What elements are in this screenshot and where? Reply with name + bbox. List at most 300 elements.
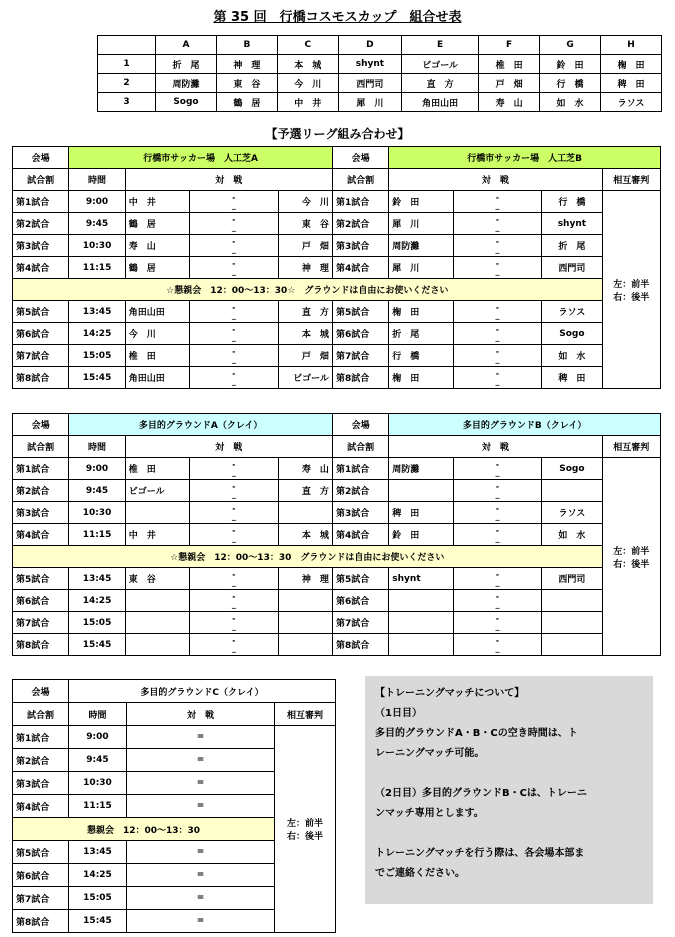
team-left: 椈 田 — [389, 301, 453, 323]
dash-bottom: _ — [495, 200, 500, 210]
group-header-h: H — [600, 36, 661, 55]
team-left: 折 尾 — [389, 323, 453, 345]
team-cell: 椈 田 — [600, 55, 661, 74]
team-left: 周防灘 — [389, 235, 453, 257]
group-row-number: 2 — [98, 74, 156, 93]
ref-note — [602, 191, 660, 389]
dash-top: - — [495, 569, 500, 579]
dash-bottom: _ — [495, 310, 500, 320]
vs-equals: = — [127, 910, 275, 933]
time-header: 時間 — [69, 436, 125, 458]
vs-dash — [453, 480, 542, 502]
dash-top: - — [495, 503, 500, 513]
team-left — [125, 634, 189, 656]
team-left: 鈴 田 — [389, 191, 453, 213]
mutual-ref-header: 相互審判 — [602, 436, 660, 458]
ref-note — [602, 458, 660, 656]
match-time: 13:45 — [69, 841, 127, 864]
team-left: 稗 田 — [389, 502, 453, 524]
team-left: shynt — [389, 568, 453, 590]
match-number: 第1試合 — [13, 191, 69, 213]
group-row-number: 3 — [98, 93, 156, 112]
match-number: 第2試合 — [13, 480, 69, 502]
venue-name: 多目的グラウンドC（クレイ） — [69, 680, 336, 703]
ref-note-line: 右：後半 — [286, 832, 323, 842]
team-cell: 神 理 — [216, 55, 277, 74]
team-left — [389, 634, 453, 656]
match-row — [13, 568, 661, 590]
header-row — [13, 703, 336, 726]
match-number: 第4試合 — [332, 257, 388, 279]
match-time: 15:45 — [69, 367, 125, 389]
team-left: 鶴 居 — [125, 213, 189, 235]
time-header: 時間 — [69, 169, 125, 191]
dash-bottom: _ — [231, 200, 236, 210]
group-header-e: E — [402, 36, 479, 55]
vs-equals: = — [127, 864, 275, 887]
team-left: 犀 川 — [389, 257, 453, 279]
team-right — [542, 612, 602, 634]
match-number: 第4試合 — [13, 257, 69, 279]
match-time: 15:05 — [69, 887, 127, 910]
team-right: Sogo — [542, 323, 602, 345]
venue-right-name: 行橋市サッカー場 人工芝B — [389, 147, 661, 169]
break-row — [13, 546, 661, 568]
team-right: ラソス — [542, 301, 602, 323]
dash-top: - — [495, 635, 500, 645]
dash-top: - — [495, 368, 500, 378]
dash-top: - — [232, 635, 236, 645]
match-number: 第6試合 — [332, 323, 388, 345]
match-number: 第5試合 — [332, 568, 388, 590]
vs-equals: = — [127, 749, 275, 772]
match-time: 9:45 — [69, 749, 127, 772]
dash-bottom: _ — [495, 266, 500, 276]
match-time: 9:00 — [69, 458, 125, 480]
vs-equals: = — [127, 887, 275, 910]
groups-header-blank — [98, 36, 156, 55]
team-left: 行 橋 — [389, 345, 453, 367]
vs-dash — [190, 323, 279, 345]
match-row — [13, 458, 661, 480]
dash-top: - — [232, 346, 236, 356]
vs-dash — [453, 213, 542, 235]
match-header: 試合割 — [13, 169, 69, 191]
vs-dash — [190, 345, 279, 367]
mutual-ref-header: 相互審判 — [275, 703, 336, 726]
vs-dash — [190, 502, 279, 524]
team-cell: 稗 田 — [600, 74, 661, 93]
team-cell: 椎 田 — [479, 55, 540, 74]
dash-bottom: _ — [495, 577, 500, 587]
team-cell: 寿 山 — [479, 93, 540, 112]
venue-row — [13, 414, 661, 436]
team-cell: 周防灘 — [156, 74, 217, 93]
dash-top: - — [232, 569, 236, 579]
match-number: 第7試合 — [332, 345, 388, 367]
match-number: 第5試合 — [13, 841, 69, 864]
note-line: トレーニングマッチを行う際は、各会場本部ま — [375, 848, 585, 859]
dash-top: - — [232, 214, 236, 224]
vs-dash — [453, 590, 542, 612]
vs-dash — [190, 458, 279, 480]
ref-note-line: 左：前半 — [613, 546, 650, 557]
vs-dash — [453, 612, 542, 634]
team-cell: Sogo — [156, 93, 217, 112]
match-number: 第7試合 — [13, 345, 69, 367]
match-number: 第4試合 — [332, 524, 388, 546]
team-right: 稗 田 — [542, 367, 602, 389]
dash-bottom: _ — [231, 376, 236, 386]
ref-note-line: 左：前半 — [286, 819, 323, 829]
dash-top: - — [495, 324, 500, 334]
match-number: 第2試合 — [13, 213, 69, 235]
team-right — [278, 590, 332, 612]
team-right — [278, 612, 332, 634]
match-number: 第8試合 — [332, 367, 388, 389]
team-right: ビゴール — [278, 367, 332, 389]
team-right — [278, 634, 332, 656]
dash-top: - — [495, 236, 500, 246]
dash-top: - — [495, 346, 500, 356]
match-number: 第4試合 — [13, 795, 69, 818]
team-cell: 東 谷 — [216, 74, 277, 93]
team-right: 直 方 — [278, 301, 332, 323]
match-number: 第3試合 — [332, 502, 388, 524]
venue-label: 会場 — [13, 414, 69, 436]
team-right: 寿 山 — [278, 458, 332, 480]
team-left: 角田山田 — [125, 301, 189, 323]
team-left: 犀 川 — [389, 213, 453, 235]
team-cell: 中 井 — [277, 93, 338, 112]
dash-top: - — [232, 481, 236, 491]
match-number: 第6試合 — [13, 590, 69, 612]
training-match-note — [365, 676, 653, 904]
dash-bottom: _ — [495, 376, 500, 386]
team-left: 中 井 — [125, 191, 189, 213]
match-time: 10:30 — [69, 772, 127, 795]
team-cell: 折 尾 — [156, 55, 217, 74]
team-left — [389, 612, 453, 634]
venue-left-name: 多目的グラウンドA（クレイ） — [69, 414, 333, 436]
vs-dash — [453, 345, 542, 367]
dash-top: - — [495, 591, 500, 601]
match-time: 13:45 — [69, 568, 125, 590]
vs-dash — [190, 612, 279, 634]
team-cell: 本 城 — [277, 55, 338, 74]
match-time: 14:25 — [69, 864, 127, 887]
dash-bottom: _ — [231, 354, 236, 364]
vs-dash — [190, 524, 279, 546]
dash-bottom: _ — [495, 332, 500, 342]
match-number: 第6試合 — [13, 323, 69, 345]
dash-top: - — [495, 258, 500, 268]
vs-dash — [190, 568, 279, 590]
match-row — [13, 345, 661, 367]
match-number: 第3試合 — [332, 235, 388, 257]
dash-top: - — [232, 302, 236, 312]
venue-row — [13, 680, 336, 703]
schedule-table-artificial-turf — [12, 146, 661, 389]
match-header: 試合割 — [332, 169, 388, 191]
match-row — [13, 634, 661, 656]
match-number: 第5試合 — [332, 301, 388, 323]
dash-top: - — [495, 214, 500, 224]
team-cell: shynt — [338, 55, 401, 74]
schedule-table-multipurpose-ab — [12, 413, 661, 656]
groups-header-row — [98, 36, 662, 55]
match-header: 試合割 — [332, 436, 388, 458]
match-time: 10:30 — [69, 502, 125, 524]
dash-bottom: _ — [495, 533, 500, 543]
match-time: 9:45 — [69, 213, 125, 235]
vs-dash — [190, 191, 279, 213]
team-cell: 犀 川 — [338, 93, 401, 112]
vs-dash — [190, 257, 279, 279]
time-header: 時間 — [69, 703, 127, 726]
vs-header: 対 戦 — [389, 169, 602, 191]
team-cell: ビゴール — [402, 55, 479, 74]
dash-top: - — [232, 613, 236, 623]
match-number: 第3試合 — [13, 502, 69, 524]
match-number: 第5試合 — [13, 301, 69, 323]
team-left: 椈 田 — [389, 367, 453, 389]
dash-top: - — [232, 591, 236, 601]
dash-top: - — [495, 481, 500, 491]
team-right — [278, 502, 332, 524]
team-right — [542, 590, 602, 612]
match-number: 第8試合 — [13, 910, 69, 933]
match-row — [13, 235, 661, 257]
note-line: 多目的グラウンドA・B・Cの空き時間は、ト — [375, 728, 578, 739]
dash-bottom: _ — [495, 511, 500, 521]
team-right — [542, 634, 602, 656]
group-header-b: B — [216, 36, 277, 55]
team-right: 戸 畑 — [278, 345, 332, 367]
vs-header: 対 戦 — [127, 703, 275, 726]
vs-dash — [190, 634, 279, 656]
break-notice: ☆懇親会 12：00～13：30☆ グラウンドは自由にお使いください — [13, 279, 603, 301]
vs-dash — [453, 458, 542, 480]
team-right: 本 城 — [278, 524, 332, 546]
vs-dash — [453, 568, 542, 590]
match-time: 10:30 — [69, 235, 125, 257]
team-left — [125, 612, 189, 634]
dash-top: - — [232, 236, 236, 246]
match-number: 第6試合 — [332, 590, 388, 612]
team-cell: 直 方 — [402, 74, 479, 93]
match-time: 11:15 — [69, 524, 125, 546]
team-right: 行 橋 — [542, 191, 602, 213]
dash-bottom: _ — [231, 332, 236, 342]
match-time: 9:45 — [69, 480, 125, 502]
group-header-f: F — [479, 36, 540, 55]
match-number: 第2試合 — [332, 480, 388, 502]
note-line — [375, 764, 643, 784]
match-time: 14:25 — [69, 590, 125, 612]
venue-right-name: 多目的グラウンドB（クレイ） — [389, 414, 661, 436]
mutual-ref-header: 相互審判 — [602, 169, 660, 191]
note-line: ンマッチ専用とします。 — [375, 808, 484, 819]
match-time: 11:15 — [69, 257, 125, 279]
vs-dash — [453, 301, 542, 323]
match-header: 試合割 — [13, 703, 69, 726]
venue-label: 会場 — [13, 680, 69, 703]
team-left: 鶴 居 — [125, 257, 189, 279]
team-cell: 鈴 田 — [540, 55, 601, 74]
match-number: 第2試合 — [13, 749, 69, 772]
dash-top: - — [495, 613, 500, 623]
dash-top: - — [232, 503, 236, 513]
match-number: 第1試合 — [13, 458, 69, 480]
group-row-number: 1 — [98, 55, 156, 74]
dash-top: - — [232, 192, 236, 202]
team-cell: ラソス — [600, 93, 661, 112]
dash-bottom: _ — [495, 244, 500, 254]
dash-bottom: _ — [495, 354, 500, 364]
team-right: 東 谷 — [278, 213, 332, 235]
match-number: 第5試合 — [13, 568, 69, 590]
match-number: 第4試合 — [13, 524, 69, 546]
dash-bottom: _ — [231, 599, 236, 609]
match-row — [13, 524, 661, 546]
note-line: 【トレーニングマッチについて】 — [375, 688, 525, 699]
dash-bottom: _ — [231, 310, 236, 320]
match-number: 第1試合 — [332, 191, 388, 213]
dash-bottom: _ — [495, 599, 500, 609]
note-line: でご連絡ください。 — [375, 868, 465, 879]
team-right: 如 水 — [542, 524, 602, 546]
break-row — [13, 279, 661, 301]
team-cell: 鶴 居 — [216, 93, 277, 112]
match-number: 第3試合 — [13, 772, 69, 795]
match-number: 第6試合 — [13, 864, 69, 887]
vs-dash — [190, 213, 279, 235]
team-left — [125, 502, 189, 524]
groups-row — [98, 55, 662, 74]
team-right: 如 水 — [542, 345, 602, 367]
vs-header: 対 戦 — [389, 436, 602, 458]
match-header: 試合割 — [13, 436, 69, 458]
vs-equals: = — [127, 841, 275, 864]
vs-dash — [453, 235, 542, 257]
team-right: 神 理 — [278, 257, 332, 279]
team-left: 椎 田 — [125, 345, 189, 367]
dash-bottom: _ — [495, 467, 500, 477]
vs-dash — [190, 301, 279, 323]
dash-bottom: _ — [495, 643, 500, 653]
match-number: 第7試合 — [13, 612, 69, 634]
dash-top: - — [232, 459, 236, 469]
groups-table — [97, 35, 662, 112]
match-row — [13, 480, 661, 502]
team-left: 椎 田 — [125, 458, 189, 480]
vs-header: 対 戦 — [125, 169, 332, 191]
match-time: 13:45 — [69, 301, 125, 323]
match-number: 第7試合 — [332, 612, 388, 634]
vs-header: 対 戦 — [125, 436, 332, 458]
groups-row — [98, 93, 662, 112]
vs-dash — [453, 502, 542, 524]
ref-note — [275, 726, 336, 933]
team-cell: 如 水 — [540, 93, 601, 112]
match-row — [13, 612, 661, 634]
header-row — [13, 169, 661, 191]
team-right: Sogo — [542, 458, 602, 480]
group-header-c: C — [277, 36, 338, 55]
team-right: 戸 畑 — [278, 235, 332, 257]
team-cell: 西門司 — [338, 74, 401, 93]
dash-bottom: _ — [231, 489, 236, 499]
vs-equals: = — [127, 795, 275, 818]
dash-bottom: _ — [495, 489, 500, 499]
match-time: 15:05 — [69, 612, 125, 634]
match-number: 第8試合 — [332, 634, 388, 656]
vs-dash — [190, 590, 279, 612]
match-row — [13, 257, 661, 279]
team-right: 神 理 — [278, 568, 332, 590]
dash-bottom: _ — [231, 533, 236, 543]
groups-row — [98, 74, 662, 93]
team-right: shynt — [542, 213, 602, 235]
match-time: 15:45 — [69, 634, 125, 656]
group-header-g: G — [540, 36, 601, 55]
dash-bottom: _ — [495, 222, 500, 232]
team-left — [125, 590, 189, 612]
team-right: 今 川 — [278, 191, 332, 213]
dash-bottom: _ — [231, 266, 236, 276]
header-row — [13, 436, 661, 458]
team-right: ラソス — [542, 502, 602, 524]
group-header-d: D — [338, 36, 401, 55]
match-time: 14:25 — [69, 323, 125, 345]
dash-bottom: _ — [231, 222, 236, 232]
dash-bottom: _ — [231, 467, 236, 477]
team-cell: 戸 畑 — [479, 74, 540, 93]
match-number: 第1試合 — [13, 726, 69, 749]
dash-bottom: _ — [495, 621, 500, 631]
note-line: （1日目） — [375, 708, 422, 719]
vs-dash — [190, 235, 279, 257]
ref-note-line: 右：後半 — [613, 292, 650, 303]
team-right: 直 方 — [278, 480, 332, 502]
team-left: 角田山田 — [125, 367, 189, 389]
vs-dash — [453, 634, 542, 656]
match-number: 第8試合 — [13, 367, 69, 389]
team-left: 寿 山 — [125, 235, 189, 257]
dash-bottom: _ — [231, 511, 236, 521]
match-row — [13, 323, 661, 345]
match-row — [13, 213, 661, 235]
match-number: 第3試合 — [13, 235, 69, 257]
venue-label: 会場 — [13, 147, 69, 169]
match-row — [13, 502, 661, 524]
match-number: 第8試合 — [13, 634, 69, 656]
ref-note-line: 右：後半 — [613, 559, 650, 570]
match-time: 9:00 — [69, 191, 125, 213]
dash-top: - — [495, 192, 500, 202]
note-line: （2日目）多目的グラウンドB・Cは、トレーニ — [375, 788, 587, 799]
dash-bottom: _ — [231, 244, 236, 254]
ref-note-line: 左：前半 — [613, 279, 650, 290]
match-row — [13, 301, 661, 323]
dash-top: - — [232, 368, 236, 378]
dash-top: - — [495, 525, 500, 535]
match-number: 第1試合 — [332, 458, 388, 480]
league-subtitle: 【予選リーグ組み合わせ】 — [265, 127, 410, 141]
team-cell: 今 川 — [277, 74, 338, 93]
venue-label: 会場 — [332, 147, 388, 169]
